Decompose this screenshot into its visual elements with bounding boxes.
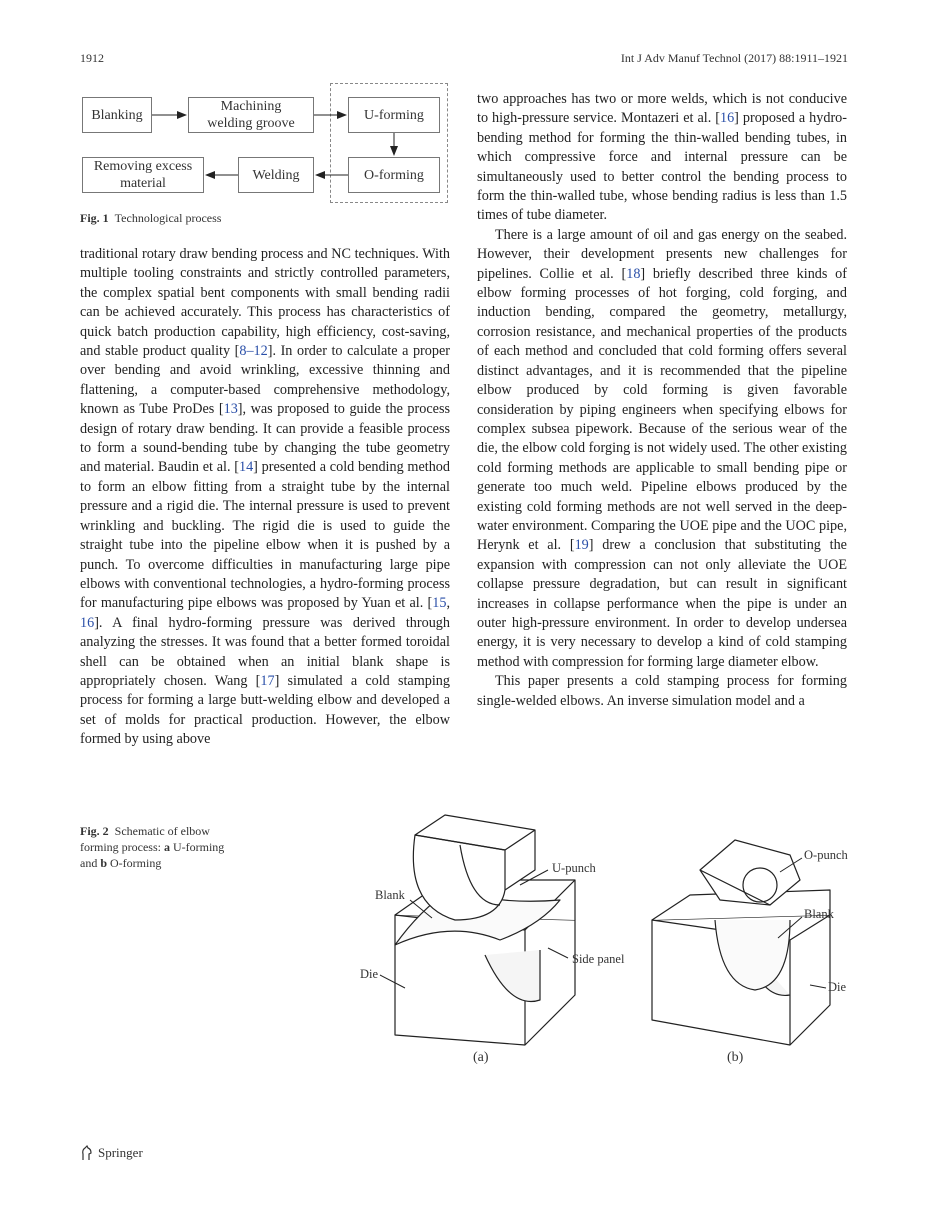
citation-link[interactable]: 16 [719,110,735,127]
publisher-name: Springer [98,1145,143,1160]
journal-reference: Int J Adv Manuf Technol (2017) 88:1911–1921 [620,51,848,65]
box-removing-line2: material [120,176,166,191]
text-run: traditional rotary draw bending process and NC techniques. With multiple tooling constraints and strictly controlled parameters, the complex spatial bent components with small bending radii can be achieved accurately. This process has characteristics of quick batch production capability, high efficiency, cost-saving, and stable product quality [ [80,246,450,360]
label-die-b: Die [828,980,847,994]
text-run: b [100,856,108,870]
page-number: 1912 [80,51,104,65]
text-run: There is a large amount of oil and gas energy on the seabed. However, their development presents new challenges for pipelines. Collie et al. [ [477,226,847,282]
fig2-caption-label: Fig. 2 [80,824,109,838]
right-paragraph-3: This paper presents a cold stamping process for forming single-welded elbows. An inverse simulation model and a [477,673,847,709]
text-run: U-forming and [80,840,225,870]
subfigure-label-b: (b) [727,1050,744,1065]
box-removing-line1: Removing excess [93,159,193,174]
citation-link[interactable]: 14 [238,459,254,476]
text-run: ] simulated a cold stamping process for forming a large butt-welding elbow and developed a set of molds for practical production. However, the elbow formed by using above [80,672,450,748]
citation-link[interactable]: 17 [260,672,275,689]
text-run: ] proposed a hydro-bending method for forming the thin-walled bending tubes, in which compressive force and internal pressure can be simultaneously used to better control the bending process to form the thin-walled tube, whose bending radius is less than 1.5 times of tube diameter. [477,110,848,224]
text-run: Schematic of elbow forming process: [80,824,210,854]
citation-link[interactable]: 16 [80,614,95,631]
label-blank-a: Blank [375,888,405,902]
box-u-forming: U-forming [348,97,440,133]
publisher-footer [80,1145,143,1161]
box-welding: Welding [238,157,314,193]
label-o-punch: O-punch [804,848,848,862]
text-run: two approaches has two or more welds, which is not conducive to high-pressure service. Montazeri et al. [ [477,91,847,127]
springer-horse-icon [80,1145,94,1161]
text-run: ] briefly described three kinds of elbow forming processes of hot forging, cold forging, and induction bending, compared the geometry, metallurgy, corrosion resistance, and mechanical properties of the products of each method and concluded that cold forming offers several distinct advantages, and it is recommended that the pipeline elbow produced by cold forming is given favorable consideration by piping engineers when specifying elbows for complex subsea pipework. Because of the serious wear of the die, the elbow cold forging is not widely used. The other existing cold forming methods are applicable to small bending pipe or generate too much weld. Pipeline elbows produced by the existing cold forming methods are not well served in the deep-water environment. Comparing the UOE pipe and the UOC pipe, Herynk et al. [ [477,265,847,554]
text-run: , [446,595,450,612]
text-run: ]. In order to calculate a proper over bending and avoid wrinkling, excessive thinning and flattening, a computer-based comprehensive methodology, known as Tube ProDes [ [80,343,450,418]
citation-link[interactable]: 8–12 [239,343,268,360]
box-machining-line1: Machining [220,99,282,114]
label-blank-b: Blank [804,907,834,921]
label-side-panel: Side panel [572,952,625,966]
label-u-punch: U-punch [552,861,596,875]
box-machining-line2: welding groove [207,116,295,131]
text-run: a [163,840,170,854]
fig1-caption-label: Fig. 1 [80,211,109,225]
text-run: O-forming [107,856,162,870]
box-blanking: Blanking [82,97,152,133]
citation-link[interactable]: 13 [223,401,238,418]
subfigure-label-a: (a) [473,1050,489,1065]
label-die-a: Die [360,967,379,981]
text-run: ], was proposed to guide the process design of rotary draw bending. It can provide a feasible process to form a sound-bending tube by changing the tube geometry and material. Baudin et al. [ [80,401,450,476]
citation-link[interactable]: 15 [432,595,447,612]
text-run: ] presented a cold bending method to form an elbow fitting from a straight tube by the internal pressure and a rigid die. The internal pressure is used to prevent wrinkling and buckling. The rigid die is used to guide the straight tube into the pipeline elbow when it is pushed by a punch. To overcome difficulties in manufacturing large pipe elbows with conventional technologies, a hydro-forming process for manufacturing pipe elbows was proposed by Yuan et al. [ [80,459,450,612]
box-o-forming: O-forming [348,157,440,193]
fig1-caption-text: Technological process [114,211,222,225]
text-run: ]. A final hydro-forming pressure was derived through analyzing the stresses. It was found that a better formed toroidal shell can be obtained when an initial blank shape is appropriately chosen. Wang [ [80,614,450,689]
text-run: ] drew a conclusion that substituting the expansion with compression can not only alleviate the UOE collapse pressure degradation, but can result in significant increases in collapse performance when the pipe is under an outer high-pressure environment. In order to develop undersea energy, it is very necessary to develop a kind of cold stamping method with compression for forming large diameter elbow. [477,537,847,670]
citation-link[interactable]: 18 [626,265,641,282]
citation-link[interactable]: 19 [574,537,589,554]
